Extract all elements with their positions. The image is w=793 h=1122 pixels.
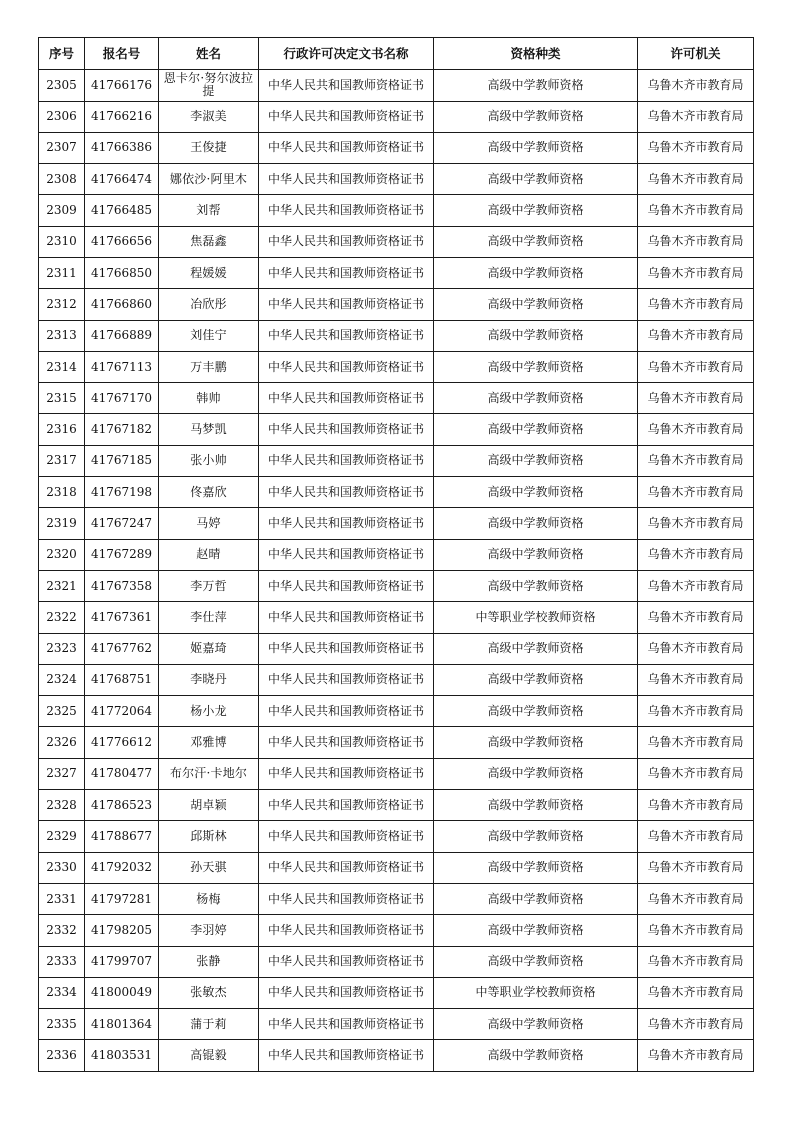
cell-name: 焦磊鑫 — [159, 226, 259, 257]
table-row — [39, 383, 754, 414]
cell-registration-number: 41767198 — [85, 477, 159, 508]
cell-name: 王俊捷 — [159, 132, 259, 163]
cell-name: 张敏杰 — [159, 977, 259, 1008]
cell-licensing-authority: 乌鲁木齐市教育局 — [638, 1040, 754, 1071]
cell-name: 邓雅博 — [159, 727, 259, 758]
cell-name: 邱斯林 — [159, 821, 259, 852]
table-header-row — [39, 38, 754, 70]
cell-licensing-authority: 乌鲁木齐市教育局 — [638, 164, 754, 195]
table-row — [39, 164, 754, 195]
cell-name: 高锟毅 — [159, 1040, 259, 1071]
cell-serial-number: 2319 — [39, 508, 85, 539]
cell-document-name: 中华人民共和国教师资格证书 — [259, 664, 434, 695]
table-row — [39, 320, 754, 351]
cell-document-name: 中华人民共和国教师资格证书 — [259, 351, 434, 382]
cell-serial-number: 2326 — [39, 727, 85, 758]
teacher-certificate-table — [38, 37, 754, 1072]
cell-qualification-type: 高级中学教师资格 — [434, 852, 638, 883]
cell-licensing-authority: 乌鲁木齐市教育局 — [638, 539, 754, 570]
cell-licensing-authority: 乌鲁木齐市教育局 — [638, 383, 754, 414]
cell-qualification-type: 中等职业学校教师资格 — [434, 602, 638, 633]
table-row — [39, 289, 754, 320]
cell-licensing-authority: 乌鲁木齐市教育局 — [638, 101, 754, 132]
cell-document-name: 中华人民共和国教师资格证书 — [259, 946, 434, 977]
cell-qualification-type: 高级中学教师资格 — [434, 289, 638, 320]
cell-serial-number: 2305 — [39, 70, 85, 102]
cell-serial-number: 2317 — [39, 445, 85, 476]
cell-document-name: 中华人民共和国教师资格证书 — [259, 320, 434, 351]
cell-registration-number: 41798205 — [85, 915, 159, 946]
cell-document-name: 中华人民共和国教师资格证书 — [259, 852, 434, 883]
cell-qualification-type: 高级中学教师资格 — [434, 1009, 638, 1040]
cell-document-name: 中华人民共和国教师资格证书 — [259, 383, 434, 414]
cell-document-name: 中华人民共和国教师资格证书 — [259, 414, 434, 445]
cell-serial-number: 2316 — [39, 414, 85, 445]
cell-name: 李万哲 — [159, 570, 259, 601]
cell-registration-number: 41766485 — [85, 195, 159, 226]
cell-qualification-type: 高级中学教师资格 — [434, 570, 638, 601]
cell-registration-number: 41766474 — [85, 164, 159, 195]
cell-licensing-authority: 乌鲁木齐市教育局 — [638, 915, 754, 946]
cell-document-name: 中华人民共和国教师资格证书 — [259, 602, 434, 633]
cell-serial-number: 2334 — [39, 977, 85, 1008]
cell-licensing-authority: 乌鲁木齐市教育局 — [638, 132, 754, 163]
cell-serial-number: 2336 — [39, 1040, 85, 1071]
cell-document-name: 中华人民共和国教师资格证书 — [259, 226, 434, 257]
cell-serial-number: 2308 — [39, 164, 85, 195]
cell-name: 张小帅 — [159, 445, 259, 476]
cell-name: 刘佳宁 — [159, 320, 259, 351]
cell-serial-number: 2323 — [39, 633, 85, 664]
table-row — [39, 633, 754, 664]
cell-registration-number: 41803531 — [85, 1040, 159, 1071]
cell-qualification-type: 高级中学教师资格 — [434, 508, 638, 539]
cell-qualification-type: 高级中学教师资格 — [434, 351, 638, 382]
cell-qualification-type: 高级中学教师资格 — [434, 821, 638, 852]
table-row — [39, 602, 754, 633]
cell-licensing-authority: 乌鲁木齐市教育局 — [638, 602, 754, 633]
cell-registration-number: 41767170 — [85, 383, 159, 414]
cell-licensing-authority: 乌鲁木齐市教育局 — [638, 633, 754, 664]
cell-name: 娜依沙·阿里木 — [159, 164, 259, 195]
cell-name: 马婷 — [159, 508, 259, 539]
cell-name: 杨小龙 — [159, 696, 259, 727]
cell-document-name: 中华人民共和国教师资格证书 — [259, 790, 434, 821]
cell-document-name: 中华人民共和国教师资格证书 — [259, 508, 434, 539]
table-row — [39, 727, 754, 758]
cell-registration-number: 41767113 — [85, 351, 159, 382]
cell-document-name: 中华人民共和国教师资格证书 — [259, 696, 434, 727]
cell-qualification-type: 高级中学教师资格 — [434, 445, 638, 476]
cell-name: 蒲于莉 — [159, 1009, 259, 1040]
cell-qualification-type: 高级中学教师资格 — [434, 383, 638, 414]
cell-registration-number: 41767358 — [85, 570, 159, 601]
cell-licensing-authority: 乌鲁木齐市教育局 — [638, 883, 754, 914]
cell-qualification-type: 高级中学教师资格 — [434, 758, 638, 789]
table-row — [39, 70, 754, 102]
cell-registration-number: 41767247 — [85, 508, 159, 539]
cell-licensing-authority: 乌鲁木齐市教育局 — [638, 289, 754, 320]
table-row — [39, 132, 754, 163]
header-document-name: 行政许可决定文书名称 — [259, 38, 434, 70]
cell-licensing-authority: 乌鲁木齐市教育局 — [638, 977, 754, 1008]
table-body — [39, 70, 754, 1072]
cell-registration-number: 41766850 — [85, 257, 159, 288]
cell-qualification-type: 高级中学教师资格 — [434, 101, 638, 132]
cell-registration-number: 41801364 — [85, 1009, 159, 1040]
cell-serial-number: 2325 — [39, 696, 85, 727]
table-row — [39, 790, 754, 821]
cell-name: 胡卓颖 — [159, 790, 259, 821]
cell-name: 万丰鹏 — [159, 351, 259, 382]
cell-document-name: 中华人民共和国教师资格证书 — [259, 477, 434, 508]
cell-registration-number: 41788677 — [85, 821, 159, 852]
cell-qualification-type: 高级中学教师资格 — [434, 257, 638, 288]
cell-qualification-type: 高级中学教师资格 — [434, 727, 638, 758]
cell-licensing-authority: 乌鲁木齐市教育局 — [638, 445, 754, 476]
cell-qualification-type: 高级中学教师资格 — [434, 915, 638, 946]
cell-document-name: 中华人民共和国教师资格证书 — [259, 1040, 434, 1071]
cell-licensing-authority: 乌鲁木齐市教育局 — [638, 696, 754, 727]
table-row — [39, 508, 754, 539]
cell-licensing-authority: 乌鲁木齐市教育局 — [638, 226, 754, 257]
cell-name: 韩帅 — [159, 383, 259, 414]
cell-licensing-authority: 乌鲁木齐市教育局 — [638, 320, 754, 351]
cell-licensing-authority: 乌鲁木齐市教育局 — [638, 195, 754, 226]
cell-registration-number: 41767185 — [85, 445, 159, 476]
cell-serial-number: 2320 — [39, 539, 85, 570]
table-row — [39, 664, 754, 695]
cell-licensing-authority: 乌鲁木齐市教育局 — [638, 257, 754, 288]
cell-qualification-type: 高级中学教师资格 — [434, 320, 638, 351]
cell-registration-number: 41767182 — [85, 414, 159, 445]
table-row — [39, 351, 754, 382]
table-row — [39, 195, 754, 226]
table-row — [39, 1040, 754, 1071]
cell-document-name: 中华人民共和国教师资格证书 — [259, 101, 434, 132]
cell-registration-number: 41780477 — [85, 758, 159, 789]
table-row — [39, 445, 754, 476]
cell-name: 李晓丹 — [159, 664, 259, 695]
cell-serial-number: 2328 — [39, 790, 85, 821]
cell-name: 李淑美 — [159, 101, 259, 132]
cell-qualification-type: 高级中学教师资格 — [434, 195, 638, 226]
cell-qualification-type: 高级中学教师资格 — [434, 132, 638, 163]
cell-serial-number: 2322 — [39, 602, 85, 633]
cell-registration-number: 41792032 — [85, 852, 159, 883]
cell-licensing-authority: 乌鲁木齐市教育局 — [638, 70, 754, 102]
cell-registration-number: 41766216 — [85, 101, 159, 132]
header-name: 姓名 — [159, 38, 259, 70]
cell-document-name: 中华人民共和国教师资格证书 — [259, 195, 434, 226]
table-row — [39, 570, 754, 601]
cell-licensing-authority: 乌鲁木齐市教育局 — [638, 852, 754, 883]
cell-name: 杨梅 — [159, 883, 259, 914]
cell-name: 恩卡尔·努尔波拉提 — [159, 70, 259, 102]
cell-document-name: 中华人民共和国教师资格证书 — [259, 70, 434, 102]
cell-name: 程媛媛 — [159, 257, 259, 288]
header-qualification-type: 资格种类 — [434, 38, 638, 70]
cell-licensing-authority: 乌鲁木齐市教育局 — [638, 414, 754, 445]
cell-registration-number: 41766656 — [85, 226, 159, 257]
cell-name: 李仕萍 — [159, 602, 259, 633]
header-licensing-authority: 许可机关 — [638, 38, 754, 70]
cell-qualification-type: 高级中学教师资格 — [434, 70, 638, 102]
cell-serial-number: 2331 — [39, 883, 85, 914]
cell-qualification-type: 高级中学教师资格 — [434, 696, 638, 727]
cell-registration-number: 41772064 — [85, 696, 159, 727]
cell-qualification-type: 高级中学教师资格 — [434, 946, 638, 977]
cell-serial-number: 2335 — [39, 1009, 85, 1040]
cell-registration-number: 41776612 — [85, 727, 159, 758]
cell-document-name: 中华人民共和国教师资格证书 — [259, 1009, 434, 1040]
cell-name: 李羽婷 — [159, 915, 259, 946]
cell-serial-number: 2321 — [39, 570, 85, 601]
cell-document-name: 中华人民共和国教师资格证书 — [259, 539, 434, 570]
cell-licensing-authority: 乌鲁木齐市教育局 — [638, 664, 754, 695]
cell-serial-number: 2307 — [39, 132, 85, 163]
cell-licensing-authority: 乌鲁木齐市教育局 — [638, 727, 754, 758]
cell-document-name: 中华人民共和国教师资格证书 — [259, 570, 434, 601]
cell-qualification-type: 高级中学教师资格 — [434, 790, 638, 821]
cell-serial-number: 2315 — [39, 383, 85, 414]
table-row — [39, 821, 754, 852]
cell-qualification-type: 高级中学教师资格 — [434, 164, 638, 195]
cell-serial-number: 2309 — [39, 195, 85, 226]
table-row — [39, 414, 754, 445]
cell-registration-number: 41797281 — [85, 883, 159, 914]
cell-document-name: 中华人民共和国教师资格证书 — [259, 758, 434, 789]
cell-name: 孙天骐 — [159, 852, 259, 883]
cell-qualification-type: 高级中学教师资格 — [434, 1040, 638, 1071]
table-row — [39, 477, 754, 508]
cell-serial-number: 2333 — [39, 946, 85, 977]
cell-name: 刘帮 — [159, 195, 259, 226]
cell-licensing-authority: 乌鲁木齐市教育局 — [638, 570, 754, 601]
cell-document-name: 中华人民共和国教师资格证书 — [259, 257, 434, 288]
cell-document-name: 中华人民共和国教师资格证书 — [259, 164, 434, 195]
cell-licensing-authority: 乌鲁木齐市教育局 — [638, 758, 754, 789]
cell-name: 赵晴 — [159, 539, 259, 570]
cell-registration-number: 41767361 — [85, 602, 159, 633]
cell-licensing-authority: 乌鲁木齐市教育局 — [638, 351, 754, 382]
table-row — [39, 101, 754, 132]
table-row — [39, 539, 754, 570]
cell-document-name: 中华人民共和国教师资格证书 — [259, 445, 434, 476]
cell-qualification-type: 高级中学教师资格 — [434, 414, 638, 445]
cell-registration-number: 41766386 — [85, 132, 159, 163]
cell-registration-number: 41800049 — [85, 977, 159, 1008]
cell-registration-number: 41766176 — [85, 70, 159, 102]
table-row — [39, 1009, 754, 1040]
cell-qualification-type: 高级中学教师资格 — [434, 883, 638, 914]
cell-serial-number: 2329 — [39, 821, 85, 852]
cell-serial-number: 2330 — [39, 852, 85, 883]
cell-licensing-authority: 乌鲁木齐市教育局 — [638, 508, 754, 539]
cell-qualification-type: 高级中学教师资格 — [434, 539, 638, 570]
table-row — [39, 883, 754, 914]
cell-document-name: 中华人民共和国教师资格证书 — [259, 977, 434, 1008]
header-registration-number: 报名号 — [85, 38, 159, 70]
cell-qualification-type: 高级中学教师资格 — [434, 226, 638, 257]
table-row — [39, 257, 754, 288]
cell-serial-number: 2314 — [39, 351, 85, 382]
cell-qualification-type: 中等职业学校教师资格 — [434, 977, 638, 1008]
cell-document-name: 中华人民共和国教师资格证书 — [259, 289, 434, 320]
cell-serial-number: 2312 — [39, 289, 85, 320]
cell-serial-number: 2311 — [39, 257, 85, 288]
cell-serial-number: 2310 — [39, 226, 85, 257]
cell-registration-number: 41768751 — [85, 664, 159, 695]
table-row — [39, 696, 754, 727]
cell-serial-number: 2332 — [39, 915, 85, 946]
cell-document-name: 中华人民共和国教师资格证书 — [259, 915, 434, 946]
table-row — [39, 852, 754, 883]
cell-qualification-type: 高级中学教师资格 — [434, 477, 638, 508]
cell-licensing-authority: 乌鲁木齐市教育局 — [638, 477, 754, 508]
cell-serial-number: 2327 — [39, 758, 85, 789]
cell-licensing-authority: 乌鲁木齐市教育局 — [638, 946, 754, 977]
cell-document-name: 中华人民共和国教师资格证书 — [259, 633, 434, 664]
cell-name: 姬嘉琦 — [159, 633, 259, 664]
cell-document-name: 中华人民共和国教师资格证书 — [259, 727, 434, 758]
cell-serial-number: 2313 — [39, 320, 85, 351]
cell-registration-number: 41799707 — [85, 946, 159, 977]
header-serial-number: 序号 — [39, 38, 85, 70]
table-row — [39, 758, 754, 789]
cell-registration-number: 41786523 — [85, 790, 159, 821]
cell-document-name: 中华人民共和国教师资格证书 — [259, 132, 434, 163]
cell-name: 张静 — [159, 946, 259, 977]
cell-serial-number: 2318 — [39, 477, 85, 508]
cell-name: 佟嘉欣 — [159, 477, 259, 508]
cell-serial-number: 2324 — [39, 664, 85, 695]
cell-serial-number: 2306 — [39, 101, 85, 132]
cell-qualification-type: 高级中学教师资格 — [434, 633, 638, 664]
cell-registration-number: 41766889 — [85, 320, 159, 351]
table-row — [39, 946, 754, 977]
cell-registration-number: 41766860 — [85, 289, 159, 320]
cell-name: 冶欣彤 — [159, 289, 259, 320]
table-row — [39, 226, 754, 257]
cell-qualification-type: 高级中学教师资格 — [434, 664, 638, 695]
cell-document-name: 中华人民共和国教师资格证书 — [259, 821, 434, 852]
cell-licensing-authority: 乌鲁木齐市教育局 — [638, 1009, 754, 1040]
cell-document-name: 中华人民共和国教师资格证书 — [259, 883, 434, 914]
cell-registration-number: 41767762 — [85, 633, 159, 664]
cell-name: 马梦凯 — [159, 414, 259, 445]
cell-name: 布尔汗·卡地尔 — [159, 758, 259, 789]
table-row — [39, 915, 754, 946]
table-row — [39, 977, 754, 1008]
cell-registration-number: 41767289 — [85, 539, 159, 570]
cell-licensing-authority: 乌鲁木齐市教育局 — [638, 790, 754, 821]
cell-licensing-authority: 乌鲁木齐市教育局 — [638, 821, 754, 852]
